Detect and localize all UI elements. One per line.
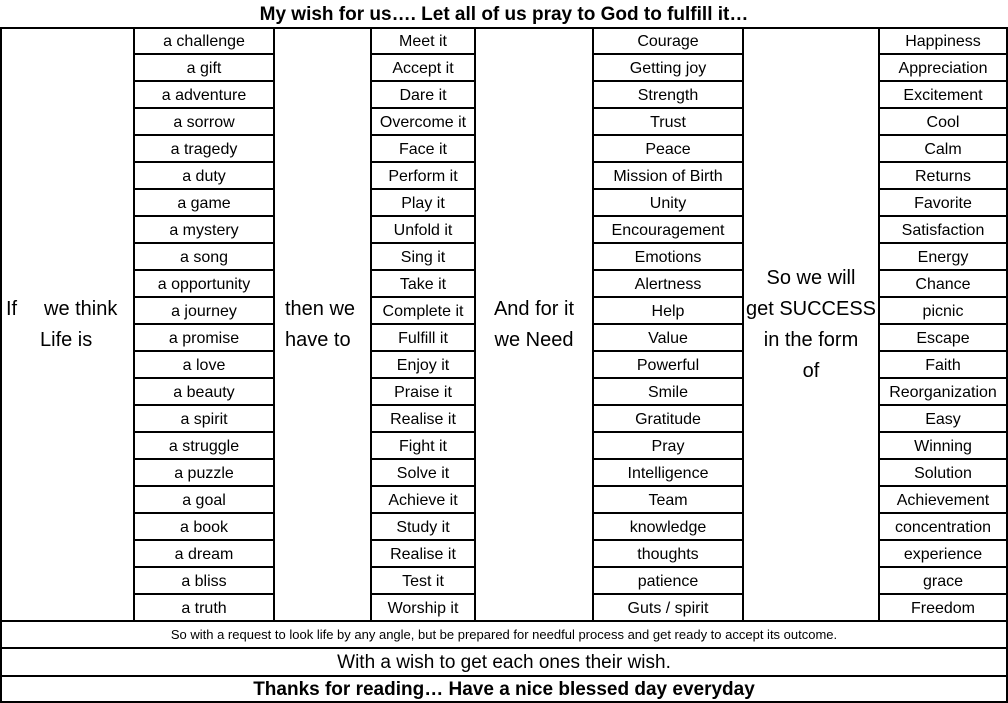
action-cell: Unfold it [372,217,474,244]
life-cell: a gift [135,55,273,82]
life-cell: a dream [135,541,273,568]
thanks-note: Thanks for reading… Have a nice blessed day everyday [253,679,755,700]
label-we-need: we Need [494,329,574,351]
life-cell: a duty [135,163,273,190]
need-cell: Help [594,298,742,325]
action-cell: Play it [372,190,474,217]
success-cell: Appreciation [880,55,1006,82]
success-cell: experience [880,541,1006,568]
action-cell: Test it [372,568,474,595]
success-cell: Cool [880,109,1006,136]
life-cell: a spirit [135,406,273,433]
label-life-is: Life is [40,329,93,351]
need-cell: patience [594,568,742,595]
need-cell: Encouragement [594,217,742,244]
action-cell: Realise it [372,406,474,433]
action-cell: Worship it [387,600,459,617]
need-cell: Smile [594,379,742,406]
success-cell: grace [880,568,1006,595]
life-cell: a song [135,244,273,271]
life-cell: a mystery [135,217,273,244]
success-cell: Satisfaction [880,217,1006,244]
success-cell: Solution [880,460,1006,487]
need-cell: Gratitude [594,406,742,433]
divider [273,27,275,622]
action-cell: Sing it [372,244,474,271]
action-cell: Perform it [372,163,474,190]
success-cell: Achievement [880,487,1006,514]
success-cell: concentration [880,514,1006,541]
need-cell: Team [594,487,742,514]
page-title: My wish for us…. Let all of us pray to God to fulfill it… [259,4,749,25]
need-cell: Powerful [594,352,742,379]
action-cell: Complete it [372,298,474,325]
success-cell: picnic [880,298,1006,325]
life-cell: a truth [181,600,227,617]
life-cell: a bliss [135,568,273,595]
divider [0,27,2,703]
action-cell: Achieve it [372,487,474,514]
action-cell: Enjoy it [372,352,474,379]
life-cell: a puzzle [135,460,273,487]
action-cell: Realise it [372,541,474,568]
success-cell: Energy [880,244,1006,271]
success-cell: Calm [880,136,1006,163]
life-cell: a struggle [135,433,273,460]
label-have-to: have to [285,329,351,351]
life-cell: a challenge [135,28,273,55]
request-note: So with a request to look life by any angle, but be prepared for needful process and get ready to accept its outcome. [170,627,838,642]
life-cell: a goal [135,487,273,514]
need-cell: knowledge [594,514,742,541]
label-and-for-it: And for it [493,298,575,320]
success-cell: Easy [880,406,1006,433]
label-in-the-form: in the form [763,329,859,351]
action-cell: Fight it [372,433,474,460]
success-cell: Happiness [880,28,1006,55]
action-cell: Face it [372,136,474,163]
action-cell: Accept it [372,55,474,82]
success-cell: Escape [880,325,1006,352]
action-cell: Praise it [372,379,474,406]
need-cell: Emotions [594,244,742,271]
success-cell: Returns [880,163,1006,190]
label-so-we-will: So we will [766,267,856,289]
life-cell: a beauty [135,379,273,406]
life-cell: a adventure [135,82,273,109]
label-if: If [6,298,18,320]
life-cell: a book [135,514,273,541]
action-cell: Overcome it [372,109,474,136]
need-cell: Peace [594,136,742,163]
success-cell: Favorite [880,190,1006,217]
life-cell: a love [135,352,273,379]
label-of: of [802,360,820,382]
success-cell: Excitement [880,82,1006,109]
need-cell: Courage [594,28,742,55]
need-cell: Getting joy [594,55,742,82]
life-cell: a promise [135,325,273,352]
success-cell: Winning [880,433,1006,460]
life-cell: a sorrow [135,109,273,136]
action-cell: Solve it [372,460,474,487]
need-cell: thoughts [594,541,742,568]
action-cell: Meet it [372,28,474,55]
need-cell: Pray [594,433,742,460]
life-cell: a journey [135,298,273,325]
need-cell: Mission of Birth [594,163,742,190]
life-cell: a opportunity [135,271,273,298]
need-cell: Intelligence [594,460,742,487]
label-then-we: then we [285,298,356,320]
action-cell: Dare it [372,82,474,109]
label-get-success: get SUCCESS [745,298,877,320]
life-cell: a game [135,190,273,217]
need-cell: Unity [594,190,742,217]
success-cell: Faith [880,352,1006,379]
need-cell: Alertness [594,271,742,298]
life-cell: a tragedy [135,136,273,163]
wish-note: With a wish to get each ones their wish. [337,652,671,673]
label-we-think: we think [44,298,118,320]
need-cell: Strength [594,82,742,109]
success-cell: Freedom [910,600,976,617]
need-cell: Guts / spirit [627,600,709,617]
success-cell: Chance [880,271,1006,298]
need-cell: Value [594,325,742,352]
success-cell: Reorganization [880,379,1006,406]
action-cell: Fulfill it [372,325,474,352]
action-cell: Take it [372,271,474,298]
action-cell: Study it [372,514,474,541]
need-cell: Trust [594,109,742,136]
